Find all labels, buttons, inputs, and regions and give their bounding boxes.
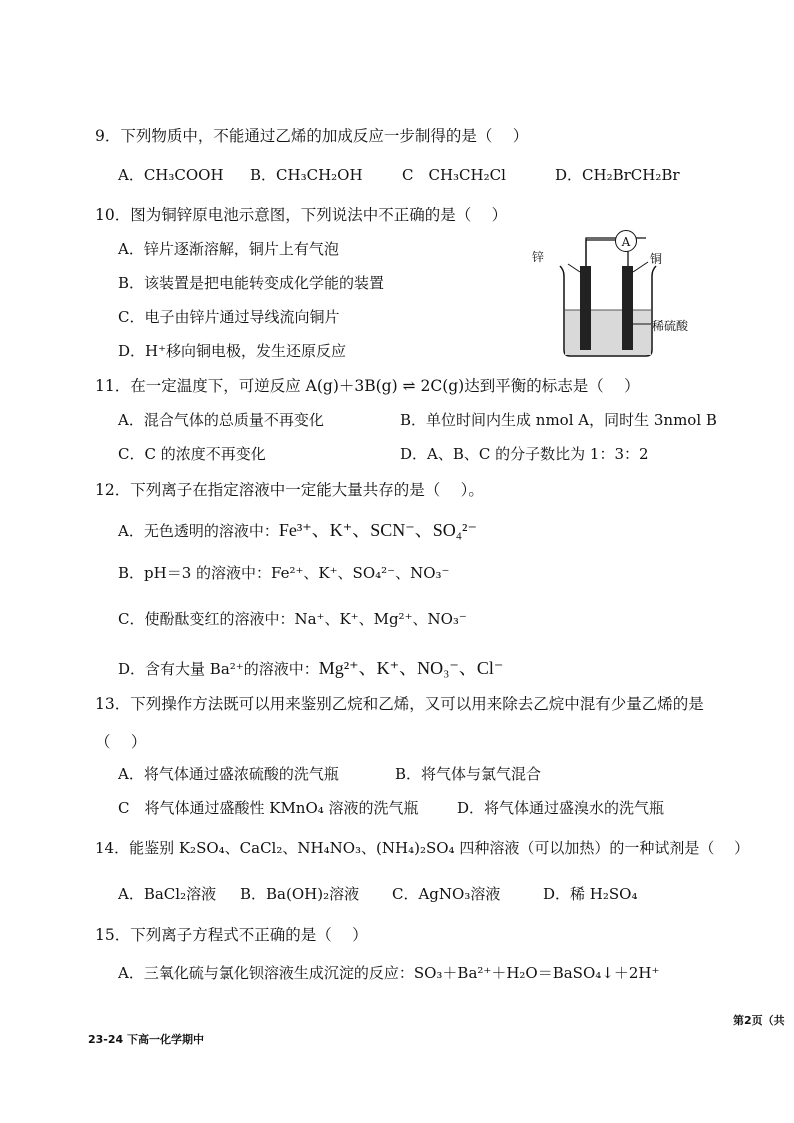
q10-option-a: A．锌片逐渐溶解，铜片上有气泡 (118, 240, 339, 258)
q13-stem: 13．下列操作方法既可以用来鉴别乙烷和乙烯，又可以用来除去乙烷中混有少量乙烯的是 (95, 695, 704, 713)
q9-option-b: B．CH₃CH₂OH (250, 166, 363, 184)
q12-option-a (118, 516, 477, 542)
q13-option-a: A．将气体通过盛浓硫酸的洗气瓶 (118, 765, 339, 783)
q15-option-a: A．三氧化硫与氯化钡溶液生成沉淀的反应：SO₃＋Ba²⁺＋H₂O＝BaSO₄↓＋2H⁺ (118, 964, 660, 982)
q13-option-c: C 将气体通过盛酸性 KMnO₄ 溶液的洗气瓶 (118, 799, 419, 817)
ammeter-icon (615, 230, 637, 252)
q11-option-b: B．单位时间内生成 nmol A，同时生 3nmol B (400, 411, 717, 429)
q11-option-d: D．A、B、C 的分子数比为 1：3：2 (400, 445, 649, 463)
q10-option-b: B．该装置是把电能转变成化学能的装置 (118, 274, 385, 292)
q14-option-d: D．稀 H₂SO₄ (543, 885, 638, 903)
q10-option-c: C．电子由锌片通过导线流向铜片 (118, 308, 340, 326)
q13-option-d: D．将气体通过盛溴水的洗气瓶 (457, 799, 665, 817)
q13-stem-brackets: （ ） (95, 733, 147, 751)
q10-option-d: D．H⁺移向铜电极，发生还原反应 (118, 342, 347, 360)
q12-option-b (118, 562, 449, 583)
page-number: 第2页（共 (733, 1014, 785, 1027)
q14-option-b: B．Ba(OH)₂溶液 (240, 885, 360, 903)
q12-option-a-text: A．无色透明的溶液中： (118, 522, 279, 540)
q9-option-a: A．CH₃COOH (118, 166, 224, 184)
q9-option-c: C CH₃CH₂Cl (402, 166, 506, 184)
q9-stem: 9．下列物质中，不能通过乙烯的加成反应一步制得的是（ ） (95, 127, 529, 145)
zinc-label: 锌 (532, 250, 545, 264)
q14-stem: 14．能鉴别 K₂SO₄、CaCl₂、NH₄NO₃、(NH₄)₂SO₄ 四种溶液（可以加热）的一种试剂是（ ） (95, 839, 750, 857)
q12-option-c (118, 608, 467, 629)
q13-option-b: B．将气体与氯气混合 (395, 765, 542, 783)
acid-label: 稀硫酸 (652, 319, 689, 333)
q12-option-d-text: D．含有大量 Ba²⁺的溶液中： (118, 660, 319, 678)
q12-option-d (118, 654, 503, 680)
exam-title: 23-24 下高一化学期中 (88, 1033, 205, 1046)
q12-option-b-text: B．pH＝3 的溶液中： (118, 564, 272, 582)
q14-option-c: C．AgNO₃溶液 (392, 885, 501, 903)
q11-option-c: C．C 的浓度不再变化 (118, 445, 266, 463)
q12-option-d-ions: Mg²⁺、K⁺、NO₃⁻、Cl⁻ (318, 658, 504, 678)
q11-stem: 11．在一定温度下，可逆反应 A(g)＋3B(g) ⇌ 2C(g)达到平衡的标志是（ ） (95, 377, 640, 395)
q12-option-a-ions: Fe³⁺、K⁺、SCN⁻、SO₄²⁻ (278, 520, 477, 540)
q12-option-c-ions: Na⁺、K⁺、Mg²⁺、NO₃⁻ (294, 610, 467, 628)
q12-option-c-text: C．使酚酞变红的溶液中： (118, 610, 295, 628)
q12-option-b-ions: Fe²⁺、K⁺、SO₄²⁻、NO₃⁻ (271, 564, 450, 582)
q11-option-a: A．混合气体的总质量不再变化 (118, 411, 324, 429)
ammeter-label: A (621, 235, 631, 249)
galvanic-cell-diagram (530, 228, 705, 363)
q12-stem: 12．下列离子在指定溶液中一定能大量共存的是（ ）。 (95, 481, 484, 499)
q14-option-a: A．BaCl₂溶液 (118, 885, 217, 903)
q9-option-d: D．CH₂BrCH₂Br (555, 166, 680, 184)
q10-stem: 10．图为铜锌原电池示意图，下列说法中不正确的是（ ） (95, 206, 508, 224)
q15-stem: 15．下列离子方程式不正确的是（ ） (95, 926, 368, 944)
copper-label: 铜 (650, 252, 663, 266)
